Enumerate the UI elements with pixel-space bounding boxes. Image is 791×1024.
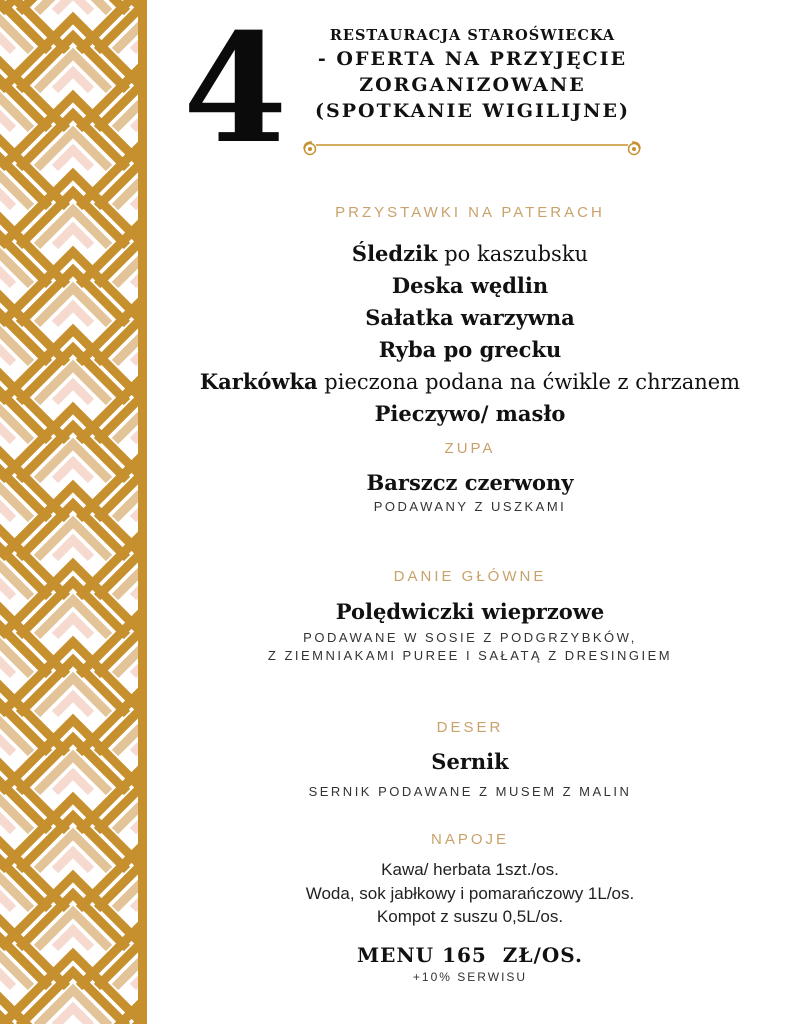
- offer-title-line-1: - OFERTA NA PRZYJĘCIE: [317, 48, 628, 70]
- main-course-dish: Polędwiczki wieprzowe: [335, 599, 605, 624]
- appetizer-item: [160, 334, 780, 366]
- soup-dish: Barszcz czerwony: [366, 470, 574, 495]
- appetizer-item: [160, 302, 780, 334]
- menu-number: 4: [183, 1, 284, 177]
- appetizer-item-bold: Karkówka: [199, 369, 318, 394]
- drink-list: [160, 858, 780, 929]
- service-charge: +10% SERWISU: [412, 970, 528, 984]
- main-course-description-line-2: Z ZIEMNIAKAMI PUREE I SAŁATĄ Z DRESINGIEM: [267, 648, 673, 663]
- offer-title-line-2: ZORGANIZOWANE: [359, 74, 586, 96]
- ornament-divider: [298, 138, 646, 160]
- main-course-section: [160, 567, 780, 665]
- drink-item: Kawa/ herbata 1szt./os.: [381, 860, 559, 879]
- gold-edge-bar: [138, 0, 147, 1024]
- main-course-title: DANIE GŁÓWNE: [393, 568, 547, 585]
- appetizer-item: [160, 366, 780, 398]
- dessert-section: [160, 718, 780, 801]
- appetizer-item-bold: Śledzik: [351, 241, 438, 266]
- appetizer-item-rest: pieczona podana na ćwikle z chrzanem: [317, 370, 741, 394]
- main-course-description-line-1: PODAWANE W SOSIE Z PODGRZYBKÓW,: [303, 630, 637, 645]
- soup-description: PODAWANY Z USZKAMI: [373, 499, 567, 514]
- appetizer-item-bold: Sałatka warzywna: [365, 305, 575, 330]
- menu-price: MENU 165 ZŁ/OS.: [357, 943, 583, 967]
- offer-title-line-3: (SPOTKANIE WIGILIJNE): [315, 100, 630, 122]
- dessert-dish: Sernik: [431, 749, 509, 774]
- appetizer-list: [160, 238, 780, 430]
- restaurant-name: RESTAURACJA STAROŚWIECKA: [329, 27, 616, 44]
- appetizer-item: [160, 270, 780, 302]
- drinks-section: [160, 830, 780, 929]
- price-section: [160, 943, 780, 984]
- soup-title: ZUPA: [444, 440, 496, 457]
- appetizer-item: [160, 238, 780, 270]
- soup-section: [160, 439, 780, 516]
- appetizer-item-rest: po kaszubsku: [437, 242, 589, 266]
- appetizers-section: [160, 203, 780, 430]
- appetizer-item-bold: Ryba po grecku: [378, 337, 562, 362]
- decorative-pattern-panel: [0, 0, 147, 1024]
- drink-item: Kompot z suszu 0,5L/os.: [376, 907, 564, 926]
- appetizers-title: PRZYSTAWKI NA PATERACH: [335, 204, 605, 221]
- appetizer-item: [160, 398, 780, 430]
- menu-header: [300, 26, 645, 124]
- drinks-title: NAPOJE: [430, 831, 509, 848]
- dessert-description: SERNIK PODAWANE Z MUSEM Z MALIN: [308, 784, 632, 799]
- dessert-title: DESER: [436, 719, 504, 736]
- appetizer-item-bold: Pieczywo/ masło: [374, 401, 566, 426]
- drink-item: Woda, sok jabłkowy i pomarańczowy 1L/os.: [305, 883, 635, 903]
- appetizer-item-bold: Deska wędlin: [391, 273, 549, 298]
